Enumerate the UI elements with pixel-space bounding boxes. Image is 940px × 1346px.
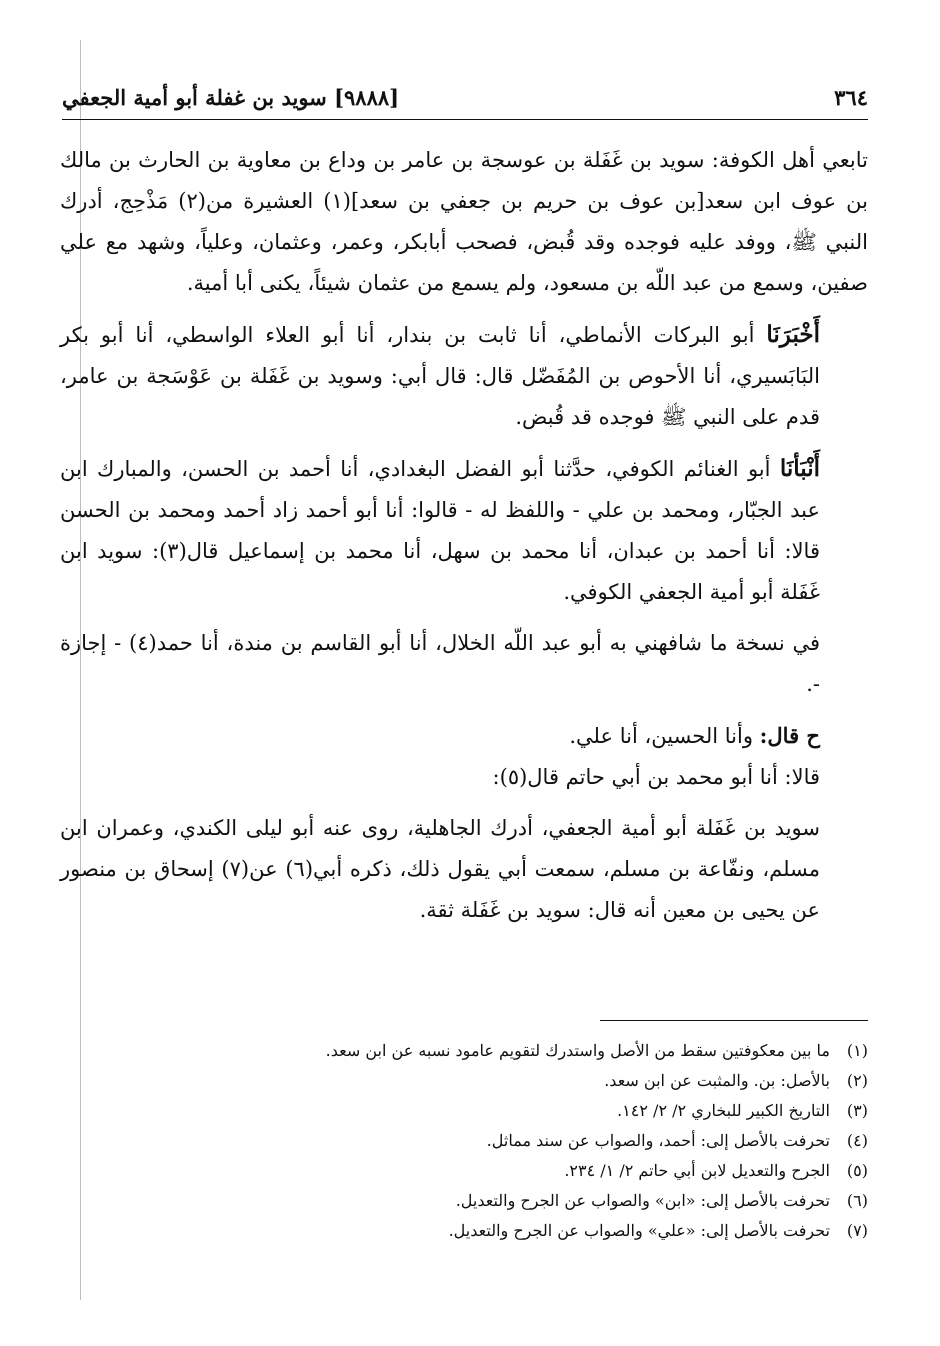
footnote-item (60, 1066, 868, 1096)
footnote-number: (٧) (846, 1221, 868, 1240)
footnote-number: (٣) (846, 1101, 868, 1120)
footnote-number: (١) (846, 1041, 868, 1060)
paragraph-lead: أَخْبَرَنَا (766, 321, 820, 348)
footnotes-list (60, 1036, 868, 1246)
paragraph-text: أبو البركات الأنماطي، أنا ثابت بن بندار، أنا أبو العلاء الواسطي، أنا أبو بكر البَابَسيري، أنا الأحوص بن المُفَضّل قال: قال أبي: وسويد بن غَفَلة بن عَوْسَجة بن عامر، قدم على النبي ﷺ فوجده قد قُبض. (60, 323, 820, 429)
footnote-text: التاريخ الكبير للبخاري ٢/ ٢/ ١٤٢. (617, 1101, 830, 1120)
paragraph-text: أبو الغنائم الكوفي، حدَّثنا أبو الفضل البغدادي، أنا أحمد بن الحسن، والمبارك ابن عبد الجبّار، ومحمد بن علي - واللفظ له - قالوا: أنا أبو أحمد زاد أحمد ومحمد بن الحسن قالا: أنا أحمد بن عبدان، أنا محمد بن سهل، أنا محمد بن إسماعيل قال(٣): سويد ابن غَفَلة أبو أمية الجعفي الكوفي. (60, 457, 820, 604)
footnote-item (60, 1096, 868, 1126)
footnote-item (60, 1156, 868, 1186)
paragraph-text: سويد بن غَفَلة أبو أمية الجعفي، أدرك الجاهلية، روى عنه أبو ليلى الكندي، وعمران ابن مسلم، ونفّاعة بن مسلم، سمعت أبي يقول ذلك، ذكره أبي(٦) عن(٧) إسحاق بن منصور عن يحيى بن معين أنه قال: سويد بن غَفَلة ثقة. (60, 816, 821, 922)
paragraph-nuskha (60, 623, 868, 705)
footnote-item (60, 1036, 868, 1066)
paragraph-final (60, 808, 868, 931)
running-title: [٩٨٨٨] سويد بن غفلة أبو أمية الجعفي (62, 84, 400, 110)
footnote-number: (٦) (846, 1191, 868, 1210)
footnote-text: الجرح والتعديل لابن أبي حاتم ٢/ ١/ ٢٣٤. (564, 1161, 830, 1180)
line-text: قالا: أنا أبو محمد بن أبي حاتم قال(٥): (492, 765, 820, 789)
paragraph-akhbarana (60, 314, 868, 438)
footnote-number: (٢) (846, 1071, 868, 1090)
footnote-text: تحرفت بالأصل إلى: أحمد، والصواب عن سند مماثل. (486, 1131, 830, 1150)
header-rule (62, 119, 868, 120)
footnote-number: (٥) (846, 1161, 868, 1180)
paragraph-text: تابعي أهل الكوفة: سويد بن غَفَلة بن عوسجة بن عامر بن وداع بن معاوية بن الحارث بن مالك بن عوف ابن سعد[بن عوف بن حريم بن جعفي بن سعد](١) العشيرة من(٢) مَذْحِج، أدرك النبي ﷺ، ووفد عليه فوجده وقد قُبض، فصحب أبابكر، وعمر، وعثمان، وعلياً، وشهد مع علي صفين، وسمع من عبد اللّه بن مسعود، ولم يسمع من عثمان شيئاً، يكنى أبا أمية. (60, 148, 869, 295)
paragraph-anbaana (60, 448, 868, 613)
paragraph-lead: أَنْبَأنَا (779, 455, 820, 482)
footnote-item (60, 1186, 868, 1216)
footnote-number: (٤) (846, 1131, 868, 1150)
line-lead: ح قال: (759, 723, 820, 748)
footnote-text: بالأصل: بن. والمثبت عن ابن سعد. (604, 1071, 830, 1090)
line-ha-qala (60, 715, 868, 757)
line-qala (60, 757, 868, 798)
page-header (62, 80, 868, 114)
paragraph-text: في نسخة ما شافهني به أبو عبد اللّه الخلال، أنا أبو القاسم بن مندة، أنا حمد(٤) - إجازة -. (60, 631, 821, 696)
footnote-rule (600, 1020, 868, 1021)
footnote-item (60, 1126, 868, 1156)
footnote-text: تحرفت بالأصل إلى: «ابن» والصواب عن الجرح والتعديل. (455, 1191, 830, 1210)
page-number: ٣٦٤ (834, 84, 868, 110)
footnote-text: تحرفت بالأصل إلى: «علي» والصواب عن الجرح والتعديل. (448, 1221, 830, 1240)
line-text: وأنا الحسين، أنا علي. (569, 724, 760, 748)
footnote-item (60, 1216, 868, 1246)
paragraph-intro (60, 140, 868, 304)
main-text (60, 140, 868, 941)
footnote-text: ما بين معكوفتين سقط من الأصل واستدرك لتقويم عامود نسبه عن ابن سعد. (325, 1041, 830, 1060)
